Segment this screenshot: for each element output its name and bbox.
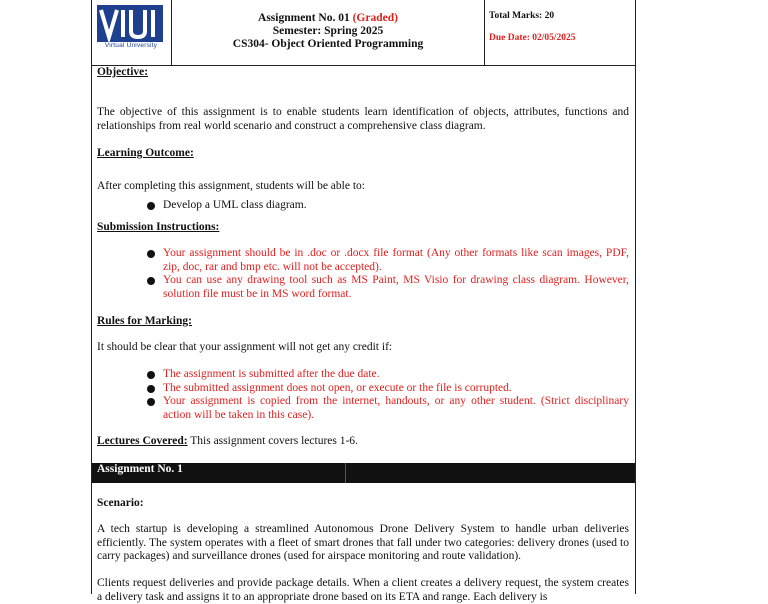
bullet-icon [147,371,155,379]
logo-cell [92,0,172,65]
objective-text: The objective of this assignment is to enable students learn identification of objects, attributes, functions and relationships from real world scenario and construct a comprehensive class diagram. [97,106,629,132]
learning-outcome-intro: After completing this assignment, students will be able to: [97,180,365,192]
submission-heading: Submission Instructions: [97,221,220,233]
list-item: You can use any drawing tool such as MS Paint, MS Visio for drawing class diagram. However, solution file must be in MS word format. [97,274,629,301]
assignment-band [92,463,635,483]
list-item: The assignment is submitted after the due date. [97,368,629,382]
bullet-icon [147,202,155,210]
semester-line: Semester: Spring 2025 [272,25,384,37]
submission-list [97,247,629,301]
list-item: Develop a UML class diagram. [97,199,629,213]
band-divider [345,463,346,483]
scenario-paragraph-2: Clients request deliveries and provide package details. When a client creates a delivery request, the system creates a delivery task and assigns it to an appropriate drone based on its ETA and range. Each delivery is [97,577,629,603]
rules-heading: Rules for Marking: [97,315,192,327]
bullet-icon [147,277,155,285]
course-line: CS304- Object Oriented Programming [232,38,424,50]
scenario-paragraph-1: A tech startup is developing a streamlined Autonomous Drone Delivery System to handle urban deliveries efficiently. The system operates with a fleet of smart drones that fall under two categories: delivery drones (used to carry packages) and surveillance drones (used for airspace monitoring and route validation). [97,523,629,562]
title-cell [172,0,485,65]
objective-heading: Objective: [97,66,149,78]
list-item: The submitted assignment does not open, or execute or the file is corrupted. [97,382,629,396]
due-date: Due Date: 02/05/2025 [489,33,576,43]
logo-caption: Virtual University [104,42,158,49]
vu-logo-icon [97,5,163,42]
band-label: Assignment No. 1 [97,463,183,475]
lectures-text: This assignment covers lectures 1-6. [187,435,358,447]
learning-outcome-heading: Learning Outcome: [97,147,194,159]
assignment-title: Assignment No. 01 (Graded) [258,12,398,24]
bullet-icon [147,398,155,406]
marks-cell [485,0,635,65]
list-item: Your assignment should be in .doc or .docx file format (Any other formats like scan images, PDF, zip, doc, rar and bmp etc. will not be accepted). [97,247,629,274]
rules-list [97,368,629,422]
lectures-line [97,435,629,449]
lectures-heading: Lectures Covered: [97,435,188,447]
rules-intro: It should be clear that your assignment will not get any credit if: [97,341,393,353]
list-item: Your assignment is copied from the internet, handouts, or any other student. (Strict disciplinary action will be taken in this case). [97,395,629,422]
bullet-icon [147,385,155,393]
bullet-icon [147,250,155,258]
graded-label: (Graded) [352,12,398,24]
document-page [91,0,636,603]
total-marks: Total Marks: 20 [489,11,555,21]
learning-outcome-list [97,199,629,213]
header-table [92,0,635,66]
scenario-heading: Scenario: [97,497,144,509]
